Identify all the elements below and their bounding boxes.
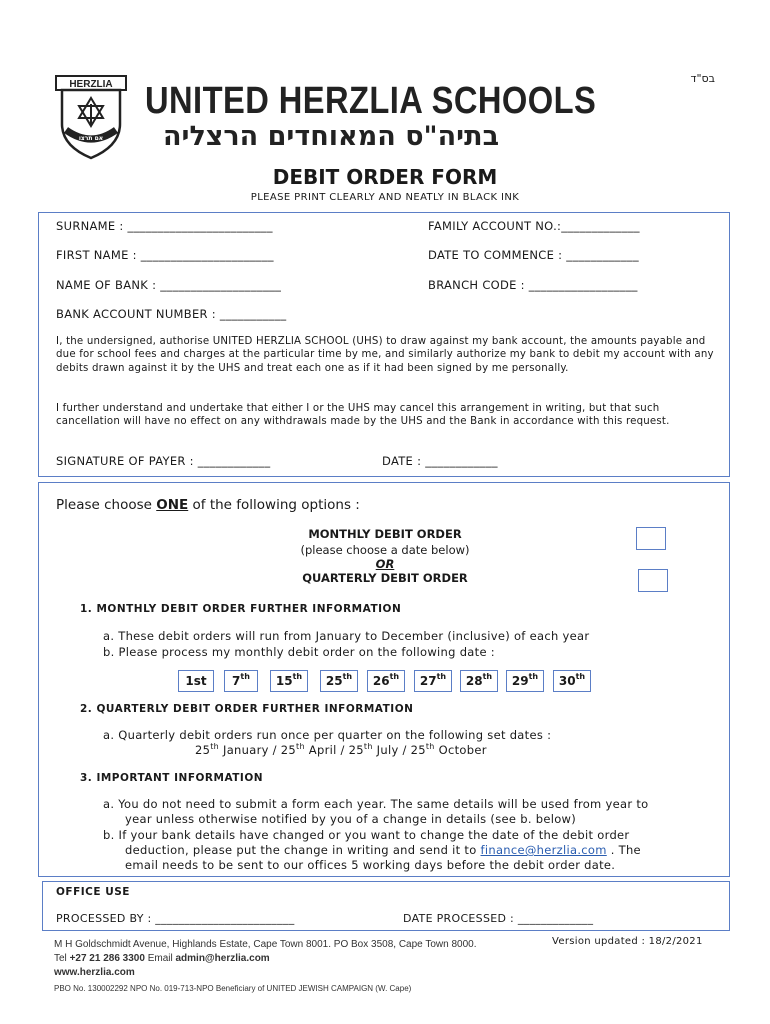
surname-field[interactable]: SURNAME : ________________________	[56, 219, 273, 233]
crest-motto: אם תרצו	[78, 135, 104, 142]
section3-item-b-line1: b. If your bank details have changed or you want to change the date of the debit order	[103, 828, 630, 842]
date-option-7th[interactable]: 7th	[224, 670, 258, 692]
branch-code-field[interactable]: BRANCH CODE : __________________	[428, 278, 638, 292]
section3-heading: 3. IMPORTANT INFORMATION	[80, 772, 264, 784]
signature-field[interactable]: SIGNATURE OF PAYER : ____________	[56, 454, 271, 468]
crest-label: HERZLIA	[69, 79, 113, 90]
footer-address: M H Goldschmidt Avenue, Highlands Estate, Cape Town 8001. PO Box 3508, Cape Town 8000.	[54, 939, 477, 950]
date-option-15th[interactable]: 15th	[270, 670, 308, 692]
section3-item-a-line1: a. You do not need to submit a form each year. The same details will be used from year to	[103, 797, 649, 811]
footer-registration: PBO No. 130002292 NPO No. 019-713-NPO Beneficiary of UNITED JEWISH CAMPAIGN (W. Cape)	[54, 984, 412, 993]
authorisation-paragraph: I, the undersigned, authorise UNITED HERZLIA SCHOOL (UHS) to draw against my bank account, the amounts payable and due for school fees and charges at the particular time by me, and similarly authorize my bank to debit my account with any debits drawn against it by the UHS and treat each one as if it had been signed by me personally.	[56, 336, 714, 374]
finance-email-link[interactable]: finance@herzlia.com	[480, 843, 607, 857]
section2-item-a: a. Quarterly debit orders run once per quarter on the following set dates :	[103, 728, 552, 742]
section1-heading: 1. MONTHLY DEBIT ORDER FURTHER INFORMATION	[80, 603, 402, 615]
family-account-field[interactable]: FAMILY ACCOUNT NO.:_____________	[428, 219, 640, 233]
cancellation-paragraph: I further understand and undertake that either I or the UHS may cancel this arrangement in writing, but that such cancellation will have no effect on any withdrawals made by the UHS and the Bank in accordance with this request.	[56, 403, 670, 428]
bank-name-field[interactable]: NAME OF BANK : ____________________	[56, 278, 282, 292]
school-name-hebrew: בתיה"ס המאוחדים הרצליה	[162, 121, 500, 152]
choose-instruction	[56, 497, 360, 513]
date-option-29th[interactable]: 29th	[506, 670, 544, 692]
footer-website[interactable]: www.herzlia.com	[54, 967, 135, 978]
school-crest-logo	[52, 74, 130, 160]
form-title: DEBIT ORDER FORM	[272, 165, 498, 189]
date-option-25th[interactable]: 25th	[320, 670, 358, 692]
monthly-option-hint: (please choose a date below)	[300, 543, 470, 557]
footer-contact: Tel +27 21 286 3300 Email admin@herzlia.com	[54, 953, 270, 964]
form-subtitle: PLEASE PRINT CLEARLY AND NEATLY IN BLACK INK	[250, 192, 520, 203]
monthly-checkbox[interactable]	[636, 527, 666, 550]
monthly-option-label: MONTHLY DEBIT ORDER	[308, 527, 462, 541]
date-option-30th[interactable]: 30th	[553, 670, 591, 692]
office-use-heading: OFFICE USE	[56, 886, 130, 898]
section1-item-b: b. Please process my monthly debit order on the following date :	[103, 645, 495, 659]
date-option-27th[interactable]: 27th	[414, 670, 452, 692]
first-name-field[interactable]: FIRST NAME : ______________________	[56, 248, 274, 262]
choose-suffix: of the following options :	[192, 497, 360, 513]
quarterly-option-label: QUARTERLY DEBIT ORDER	[302, 571, 468, 585]
quarterly-dates: 25th January / 25th April / 25th July / 25th October	[195, 742, 487, 757]
section3-item-a-line2: year unless otherwise notified by you of a change in details (see b. below)	[125, 812, 577, 826]
quarterly-checkbox[interactable]	[638, 569, 668, 592]
hebrew-blessing: בס"ד	[690, 72, 715, 85]
section3-item-b-line2: deduction, please put the change in writing and send it to finance@herzlia.com . The	[125, 843, 641, 857]
date-option-28th[interactable]: 28th	[460, 670, 498, 692]
school-name: UNITED HERZLIA SCHOOLS	[145, 80, 597, 122]
section1-item-a: a. These debit orders will run from January to December (inclusive) of each year	[103, 629, 590, 643]
version-note: Version updated : 18/2/2021	[552, 936, 703, 947]
or-label: OR	[375, 557, 395, 571]
choose-one: ONE	[156, 497, 189, 513]
date-option-26th[interactable]: 26th	[367, 670, 405, 692]
date-processed-field[interactable]: DATE PROCESSED : _____________	[403, 912, 594, 925]
choose-prefix: Please choose	[56, 497, 152, 513]
section2-heading: 2. QUARTERLY DEBIT ORDER FURTHER INFORMATION	[80, 703, 414, 715]
processed-by-field[interactable]: PROCESSED BY : ________________________	[56, 912, 295, 925]
bank-account-number-field[interactable]: BANK ACCOUNT NUMBER : ___________	[56, 307, 287, 321]
date-field[interactable]: DATE : ____________	[382, 454, 498, 468]
date-option-1st[interactable]: 1st	[178, 670, 214, 692]
date-to-commence-field[interactable]: DATE TO COMMENCE : ____________	[428, 248, 639, 262]
section3-item-b-line3: email needs to be sent to our offices 5 working days before the debit order date.	[125, 858, 616, 872]
